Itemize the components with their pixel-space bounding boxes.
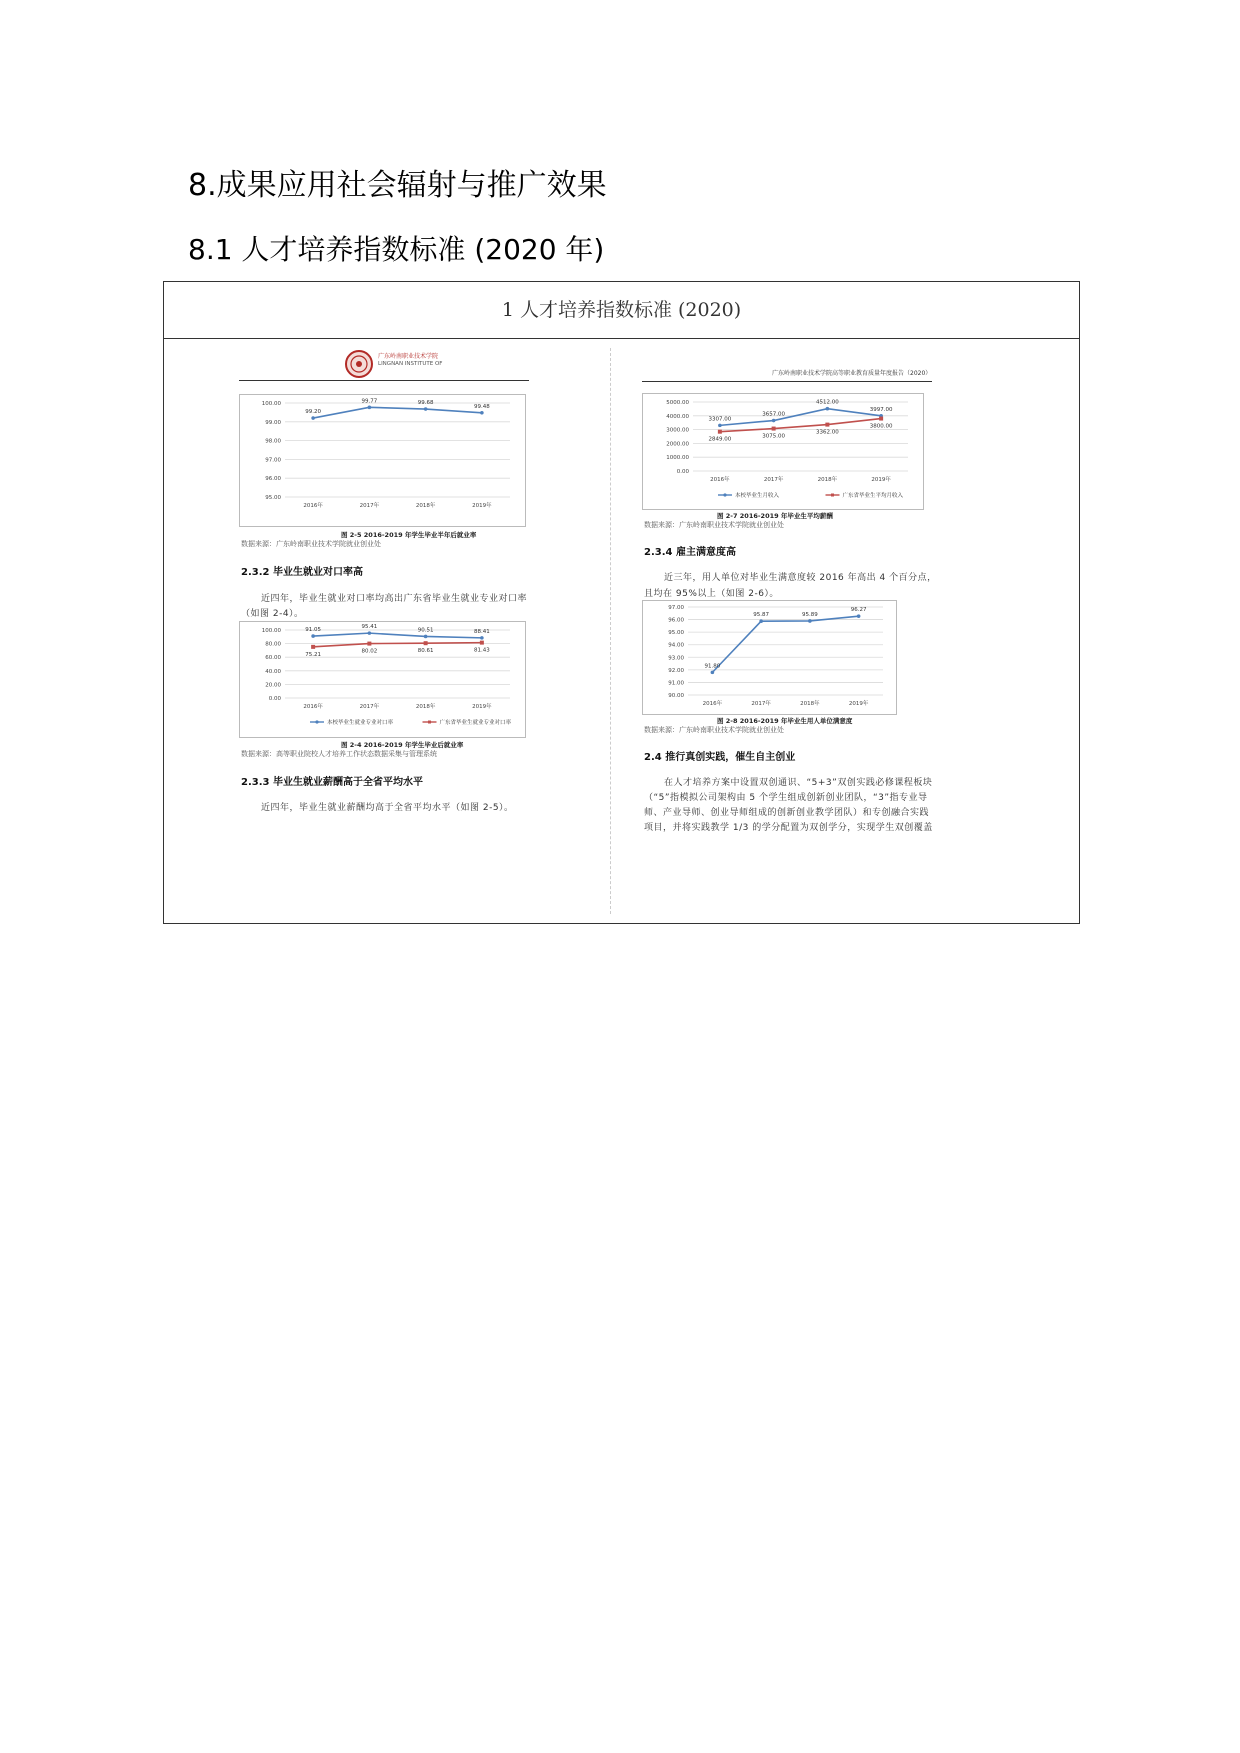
x-tick-label: 2017年	[763, 477, 784, 483]
figure-caption: 图 2-5 2016-2019 年学生毕业半年后就业率	[341, 531, 477, 539]
data-point	[826, 407, 830, 411]
data-label: 4512.00	[816, 399, 839, 406]
y-tick-label: 1000.00	[666, 455, 689, 462]
x-tick-label: 2019年	[848, 701, 869, 707]
x-tick-label: 2018年	[800, 701, 820, 707]
x-tick-label: 2017年	[359, 503, 380, 509]
data-label: 95.87	[753, 612, 769, 619]
data-point	[772, 419, 776, 423]
frame-title: 1 人才培养指数标准 (2020)	[164, 282, 1079, 339]
data-point	[718, 424, 722, 428]
series-line	[712, 616, 858, 672]
right-report-page	[612, 338, 1080, 923]
data-point	[711, 671, 715, 675]
data-label: 2849.00	[708, 436, 732, 443]
data-label: 91.05	[305, 627, 321, 634]
data-label: 91.80	[704, 663, 721, 670]
data-point	[368, 406, 372, 410]
data-label: 3997.00	[869, 406, 893, 413]
subsection-heading: 8.1 人才培养指数标准 (2020 年)	[188, 233, 605, 266]
figure-caption: 图 2-8 2016-2019 年毕业生用人单位满意度	[717, 717, 853, 725]
data-label: 80.02	[361, 648, 378, 655]
data-point	[311, 645, 315, 649]
legend-marker	[723, 493, 726, 496]
section-title: 2.3.4 雇主满意度高	[644, 547, 736, 558]
data-label: 80.61	[417, 648, 434, 655]
y-tick-label: 3000.00	[666, 427, 689, 434]
y-tick-label: 4000.00	[666, 413, 689, 420]
data-point	[367, 642, 371, 646]
data-label: 3075.00	[762, 433, 785, 440]
section-heading: 8.成果应用社会辐射与推广效果	[188, 168, 607, 203]
data-label: 95.41	[361, 624, 378, 631]
data-source: 数据来源：广东岭南职业技术学院就业创业处	[644, 726, 784, 734]
x-tick-label: 2018年	[415, 704, 436, 710]
data-point	[759, 619, 763, 623]
data-label: 3362.00	[816, 429, 839, 436]
data-point	[772, 427, 776, 431]
series-line	[313, 407, 482, 418]
y-tick-label: 90.00	[668, 693, 684, 699]
figure-caption: 图 2-4 2016-2019 年学生毕业后就业率	[341, 741, 464, 749]
legend-marker	[315, 720, 318, 723]
header-rule	[239, 380, 529, 381]
y-tick-label: 96.00	[668, 617, 684, 624]
y-tick-label: 5000.00	[666, 400, 689, 406]
y-tick-label: 0.00	[268, 696, 281, 702]
legend-label: 本校毕业生月收入	[735, 493, 780, 499]
figure-caption: 图 2-7 2016-2019 年毕业生平均薪酬	[717, 512, 833, 520]
y-tick-label: 94.00	[668, 642, 684, 649]
data-label: 3800.00	[869, 423, 893, 430]
legend-label: 广东省毕业生平均月收入	[842, 493, 904, 499]
y-tick-label: 98.00	[265, 438, 281, 445]
data-point	[424, 635, 428, 639]
x-tick-label: 2017年	[751, 701, 771, 707]
data-label: 99.20	[305, 409, 321, 416]
data-label: 3657.00	[762, 411, 785, 418]
legend-label: 本校毕业生就业专业对口率	[327, 720, 394, 726]
left-report-page	[164, 338, 609, 923]
section-title: 2.4 推行真创实践，催生自主创业	[644, 752, 796, 763]
data-label: 99.48	[474, 403, 490, 410]
x-tick-label: 2019年	[871, 477, 891, 483]
section-title: 2.3.3 毕业生就业薪酬高于全省平均水平	[241, 777, 423, 788]
chart-major-match-rate	[239, 621, 526, 738]
paragraph-line: 近四年，毕业生就业薪酬均高于全省平均水平（如图 2-5）。	[261, 803, 514, 813]
data-point	[718, 430, 722, 434]
data-point	[311, 416, 315, 420]
x-tick-label: 2016年	[303, 704, 323, 710]
y-tick-label: 97.00	[668, 605, 684, 611]
series-line	[313, 633, 482, 638]
series-line	[720, 409, 881, 426]
data-label: 99.68	[417, 400, 434, 407]
data-point	[857, 614, 861, 618]
data-point	[825, 423, 829, 427]
data-label: 75.21	[305, 651, 321, 658]
x-tick-label: 2019年	[472, 704, 492, 710]
paragraph-line: （如图 2-4）。	[241, 609, 304, 619]
chart-employment-rate	[239, 394, 526, 527]
y-tick-label: 95.00	[265, 495, 281, 501]
paragraph-line: 师、产业导师、创业导师组成的创新创业教学团队）和专创融合实践	[644, 808, 930, 818]
y-tick-label: 92.00	[668, 667, 684, 674]
paragraph-line: 项目，并将实践教学 1/3 的学分配置为双创学分，实现学生双创覆盖	[644, 823, 933, 833]
paragraph-line: 近三年，用人单位对毕业生满意度较 2016 年高出 4 个百分点，	[664, 573, 937, 583]
x-tick-label: 2016年	[303, 503, 323, 509]
y-tick-label: 91.00	[668, 680, 684, 687]
data-label: 90.51	[417, 627, 434, 634]
data-label: 81.43	[474, 647, 490, 654]
y-tick-label: 99.00	[265, 419, 281, 426]
data-point	[480, 636, 484, 640]
data-label: 88.41	[474, 628, 490, 635]
data-point	[424, 407, 428, 411]
data-point	[368, 631, 372, 635]
y-tick-label: 2000.00	[666, 441, 689, 448]
data-point	[311, 634, 315, 638]
data-point	[480, 641, 484, 645]
y-tick-label: 60.00	[265, 655, 281, 662]
x-tick-label: 2017年	[359, 704, 380, 710]
y-tick-label: 80.00	[265, 641, 281, 648]
y-tick-label: 40.00	[265, 668, 281, 675]
y-tick-label: 0.00	[676, 469, 689, 475]
page-divider	[610, 348, 611, 914]
college-seal-icon	[344, 349, 374, 379]
report-figure-frame	[163, 281, 1080, 924]
data-label: 3307.00	[708, 416, 732, 423]
paragraph-line: 且均在 95%以上（如图 2-6）。	[644, 589, 779, 599]
logo-text-en: LINGNAN INSTITUTE OF	[378, 361, 443, 367]
data-source: 数据来源：广东岭南职业技术学院就业创业处	[241, 540, 381, 548]
x-tick-label: 2019年	[472, 503, 492, 509]
y-tick-label: 97.00	[265, 457, 281, 464]
data-point	[808, 619, 812, 623]
y-tick-label: 100.00	[261, 628, 281, 634]
legend-label: 广东省毕业生就业专业对口率	[439, 720, 512, 726]
data-label: 99.77	[361, 398, 378, 405]
data-point	[480, 411, 484, 415]
y-tick-label: 100.00	[261, 401, 281, 407]
section-title: 2.3.2 毕业生就业对口率高	[241, 567, 363, 578]
data-source: 数据来源：高等职业院校人才培养工作状态数据采集与管理系统	[241, 750, 437, 758]
page-header: 广东岭南职业技术学院高等职业教育质量年度报告（2020）	[772, 370, 932, 377]
paragraph-line: 近四年，毕业生就业对口率均高出广东省毕业生就业专业对口率	[261, 594, 528, 604]
data-point	[424, 641, 428, 645]
y-tick-label: 93.00	[668, 655, 684, 662]
x-tick-label: 2016年	[702, 701, 723, 707]
chart-employer-satisfaction	[642, 600, 897, 715]
logo-text-cn: 广东岭南职业技术学院	[378, 353, 439, 360]
x-tick-label: 2016年	[710, 477, 730, 483]
paragraph-line: （“5”指模拟公司架构由 5 个学生组成创新创业团队，“3”指专业导	[644, 793, 928, 803]
header-rule	[642, 381, 932, 382]
chart-monthly-income	[642, 393, 924, 510]
data-point	[879, 417, 883, 421]
y-tick-label: 96.00	[265, 476, 281, 483]
y-tick-label: 20.00	[265, 682, 281, 689]
paragraph-line: 在人才培养方案中设置双创通识、“5+3”双创实践必修课程板块	[664, 778, 933, 788]
data-label: 96.27	[850, 607, 867, 614]
y-tick-label: 95.00	[668, 630, 684, 637]
data-label: 95.89	[802, 611, 818, 618]
x-tick-label: 2018年	[817, 477, 838, 483]
x-tick-label: 2018年	[415, 503, 436, 509]
legend-marker	[428, 721, 431, 724]
data-source: 数据来源：广东岭南职业技术学院就业创业处	[644, 521, 784, 529]
legend-marker	[831, 494, 834, 497]
